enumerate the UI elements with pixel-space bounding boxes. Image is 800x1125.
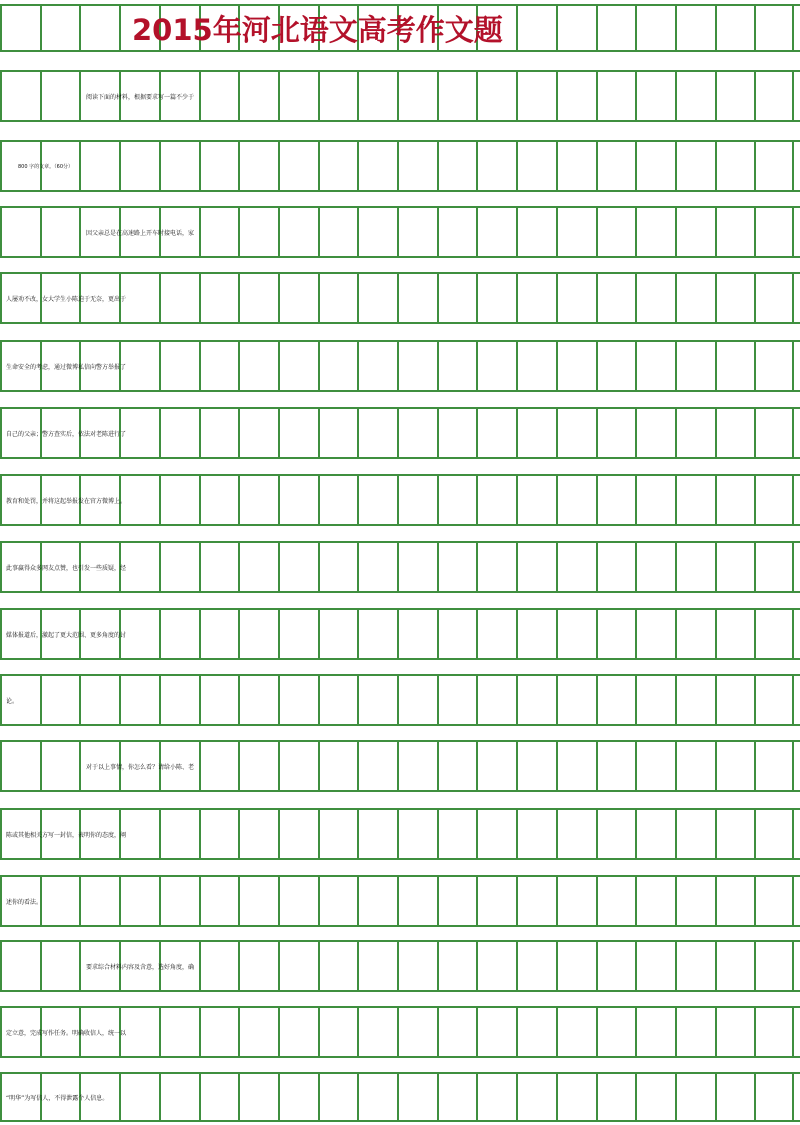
text-line: 人屡劝不改，女大学生小陈迫于无奈，更出于	[6, 295, 127, 303]
text-row	[0, 140, 800, 192]
text-row	[0, 206, 800, 258]
title-row	[0, 4, 800, 52]
text-row	[0, 674, 800, 726]
text-line: 阅读下面的材料，根据要求写一篇不少于	[86, 93, 195, 101]
text-row	[0, 407, 800, 459]
text-line: 对于以上事情，你怎么看？请给小陈、老	[86, 763, 195, 771]
text-row	[0, 740, 800, 792]
text-row	[0, 808, 800, 860]
text-row	[0, 340, 800, 392]
text-line: 定立意，完成写作任务。明确收信人，统一以	[6, 1029, 127, 1037]
text-row	[0, 474, 800, 526]
text-line: 陈或其他相关方写一封信，表明你的态度，阐	[6, 831, 127, 839]
text-line: 此事赢得众多网友点赞，也引发一些质疑，经	[6, 564, 127, 572]
text-row	[0, 541, 800, 593]
text-line: 论。	[6, 697, 19, 705]
text-line: 生命安全的考虑，通过微博私信向警方举报了	[6, 363, 127, 371]
text-row	[0, 70, 800, 122]
page-title: 2015年河北语文高考作文题	[132, 12, 503, 47]
text-line: 教育和处罚，并将这起举报发在官方微博上。	[6, 497, 127, 505]
text-line: 800 字的文章。（60分）	[18, 163, 73, 170]
text-line: 媒体报道后，激起了更大范围、更多角度的讨	[6, 631, 127, 639]
text-line: 要求综合材料内容及含意，选好角度，确	[86, 963, 195, 971]
text-row	[0, 940, 800, 992]
text-row	[0, 272, 800, 324]
text-line: 因父亲总是在高速路上开车时接电话，家	[86, 229, 195, 237]
text-row	[0, 1072, 800, 1122]
text-row	[0, 608, 800, 660]
text-line: “明华”为写信人，不得泄露个人信息。	[6, 1094, 109, 1102]
text-row	[0, 1006, 800, 1058]
text-row	[0, 875, 800, 927]
text-line: 述你的看法。	[6, 898, 43, 906]
text-line: 自己的父亲；警方查实后，依法对老陈进行了	[6, 430, 127, 438]
